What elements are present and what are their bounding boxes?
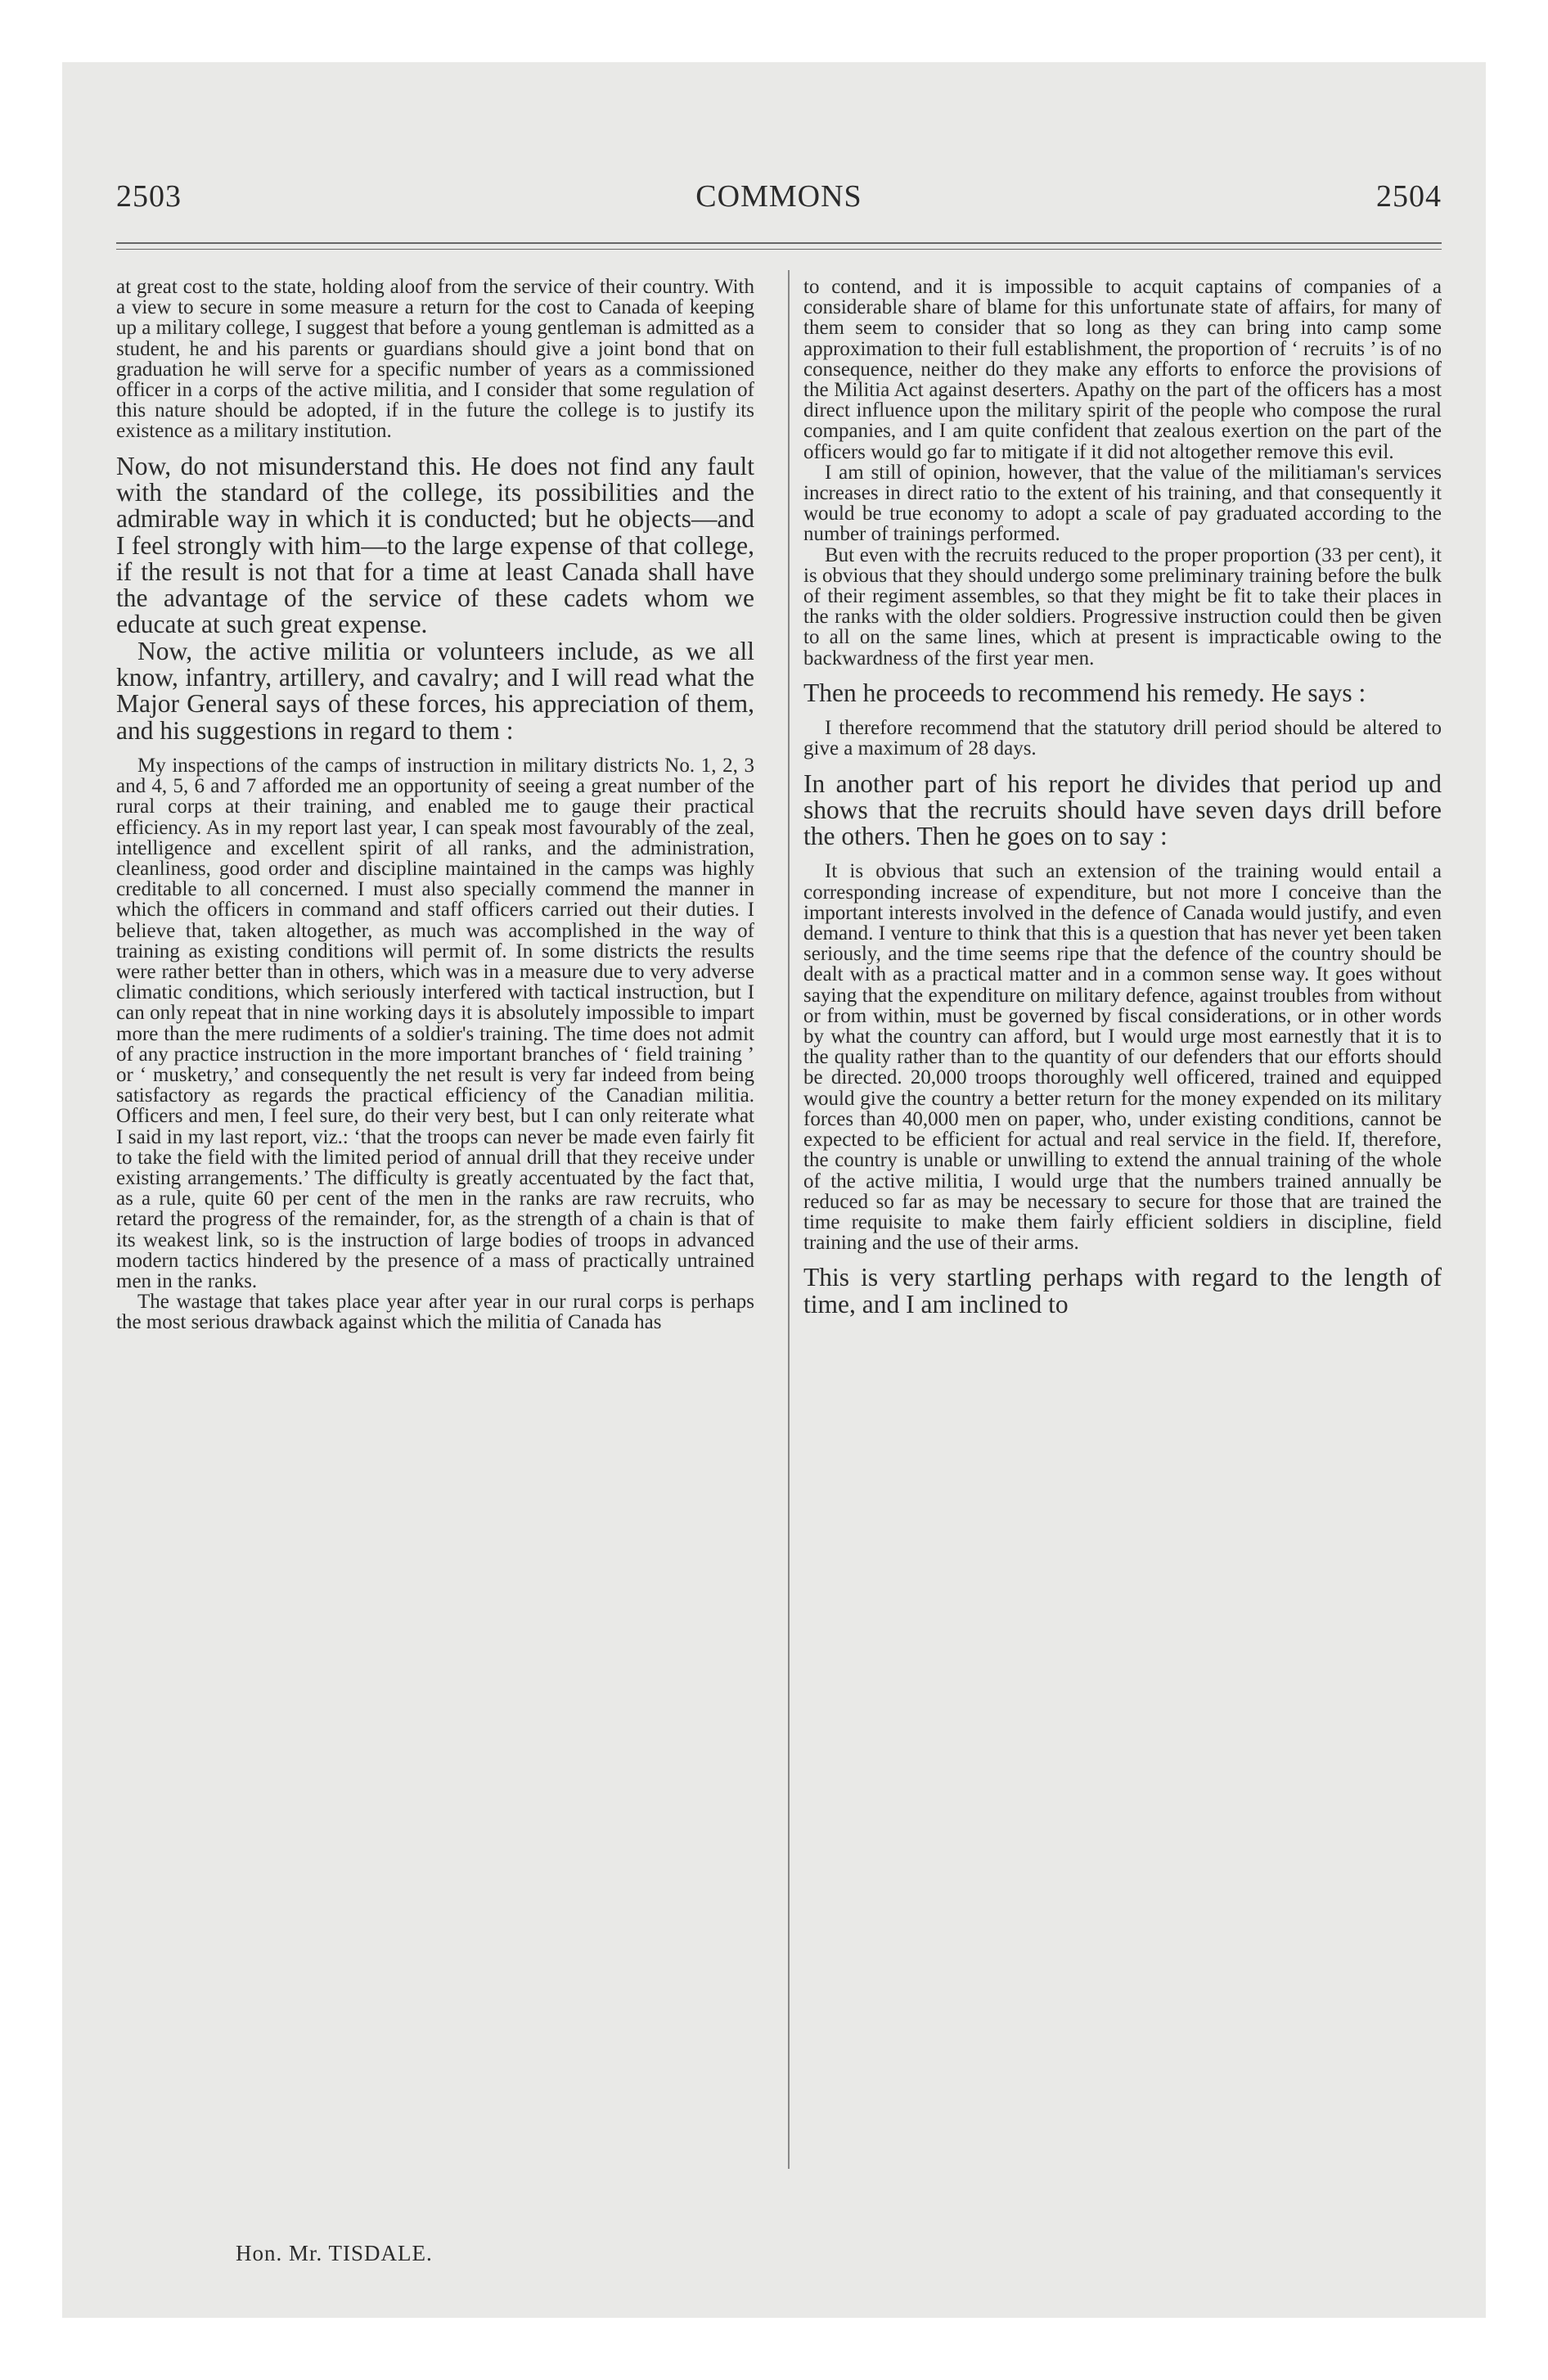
page-number-right: 2504 <box>1376 179 1442 214</box>
quoted-paragraph: My inspections of the camps of instruction in military districts No. 1, 2, 3 and 4, 5, 6 and 7 afforded me an opportunity of seeing a great number of the rural corps at their training, and enabled me to gauge their practical efficiency. As in my report last year, I can speak most favourably of the zeal, intelligence and excellent spirit of all ranks, and the administration, cleanliness, good order and discipline maintained in the camps was highly creditable to all concerned. I must also specially commend the manner in which the officers in command and staff officers carried out their duties. I believe that, taken altogether, as much was accomplished in the way of training as existing conditions will permit of. In some districts the results were rather better than in others, which was in a measure due to very adverse climatic conditions, which seriously interfered with tactical instruction, but I can only repeat that in nine working days it is absolutely impossible to impart more than the mere rudiments of a soldier's training. The time does not admit of any practice instruction in the more important branches of ‘ field training ’ or ‘ musketry,’ and consequently the net result is very far indeed from being satisfactory as regards the practical efficiency of the Canadian militia. Officers and men, I feel sure, do their very best, but I can only reiterate what I said in my last report, viz.: ‘that the troops can never be made even fairly fit to take the field with the limited period of annual drill that they receive under existing arrangements.’ The difficulty is greatly accentuated by the fact that, as a rule, quite 60 per cent of the men in the ranks are raw recruits, who retard the progress of the remainder, for, as the strength of a chain is that of its weakest link, so is the instruction of large bodies of troops in advanced modern tactics hindered by the presence of a mass of practically untrained men in the ranks. <box>116 754 754 1292</box>
left-column <box>116 277 754 2224</box>
quoted-paragraph: But even with the recruits reduced to the proper proportion (33 per cent), it is obvious that they should undergo some preliminary training before the bulk of their regiment assembles, so that they might be fit to take their places in the ranks with the older soldiers. Progressive instruction could then be given to all on the same lines, which at present is impracticable owing to the backwardness of the first year men. <box>803 543 1442 669</box>
body-paragraph: at great cost to the state, holding aloof from the service of their country. With a view to secure in some measure a return for the cost to Canada of keeping up a military college, I suggest that before a young gentleman is admitted as a student, he and his parents or guardians should give a joint bond that on graduation he will serve for a specific number of years as a commissioned officer in a corps of the active militia, and I consider that some regulation of this nature should be adopted, if in the future the college is to justify its existence as a military institution. <box>116 277 754 443</box>
header-rule-thin <box>116 249 1442 250</box>
quoted-paragraph: I am still of opinion, however, that the value of the militiaman's services increases in direct ratio to the extent of his training, and that consequently it would be true economy to adopt a scale of pay graduated according to the number of trainings performed. <box>803 461 1442 546</box>
page-header <box>116 178 1442 228</box>
quoted-paragraph: I therefore recommend that the statutory drill period should be altered to give a maximum of 28 days. <box>803 717 1442 760</box>
right-column <box>803 277 1442 2224</box>
paragraph-gap <box>116 744 754 755</box>
speaker-footer: Hon. Mr. TISDALE. <box>236 2241 433 2265</box>
quoted-paragraph: to contend, and it is impossible to acquit captains of companies of a considerable share of blame for this unfortunate state of affairs, for many of them seem to consider that so long as they can bring into camp some approximation to their full establishment, the proportion of ‘ recruits ’ is of no consequence, neither do they make any efforts to enforce the provisions of the Militia Act against deserters. Apathy on the part of the officers has a most direct influence upon the military spirit of the people who compose the rural companies, and I am quite confident that zealous exertion on the part of the officers would go far to mitigate if it did not altogether remove this evil. <box>803 277 1442 463</box>
speech-paragraph: Now, the active militia or volunteers include, as we all know, infantry, artillery, and cavalry; and I will read what the Major General says of these forces, his appreciation of them, and his suggestions in regard to them : <box>116 636 754 745</box>
header-rule <box>116 242 1442 244</box>
page-number-left: 2503 <box>116 179 182 214</box>
column-divider <box>788 270 790 2169</box>
paragraph-gap <box>803 850 1442 861</box>
paragraph-gap <box>803 706 1442 718</box>
speech-paragraph: This is very startling perhaps with regard to the length of time, and I am inclined to <box>803 1263 1442 1318</box>
speech-paragraph: In another part of his report he divides that period up and shows that the recruits should have seven days drill before the others. Then he goes on to say : <box>803 769 1442 851</box>
quoted-paragraph: It is obvious that such an extension of the training would entail a corresponding increase of expenditure, but not more I conceive than the important interests involved in the defence of Canada would justify, and even demand. I venture to think that this is a question that has never yet been taken seriously, and the time seems ripe that the defence of the country should be dealt with as a practical matter and in a common sense way. It goes without saying that the expenditure on military defence, against troubles from without or from within, must be governed by fiscal considerations, or in other words by what the country can afford, but I would urge most earnestly that it is to the quality rather than to the quantity of our defenders that our efforts should be directed. 20,000 troops thoroughly well officered, trained and equipped would give the country a better return for the money expended on its military forces than 40,000 men on paper, who, under existing conditions, cannot be expected to be efficient for actual and real service in the field. If, therefore, the country is unable or unwilling to extend the annual training of the whole of the active militia, I would urge that the numbers trained annually be reduced so far as may be necessary to secure for those that are trained the time requisite to make them fairly efficient soldiers in discipline, field training and the use of their arms. <box>803 860 1442 1255</box>
quoted-paragraph: The wastage that takes place year after year in our rural corps is perhaps the most serious drawback against which the militia of Canada has <box>116 1291 754 1334</box>
page-title: COMMONS <box>695 179 862 214</box>
speech-paragraph: Now, do not misunderstand this. He does not find any fault with the standard of the college, its possibilities and the admirable way in which it is conducted; but he objects—and I feel strongly with him—to the large expense of that college, if the result is not that for a time at least Canada shall have the advantage of the service of these cadets whom we educate at such great expense. <box>116 451 754 639</box>
speech-paragraph: Then he proceeds to recommend his remedy. He says : <box>803 678 1366 707</box>
